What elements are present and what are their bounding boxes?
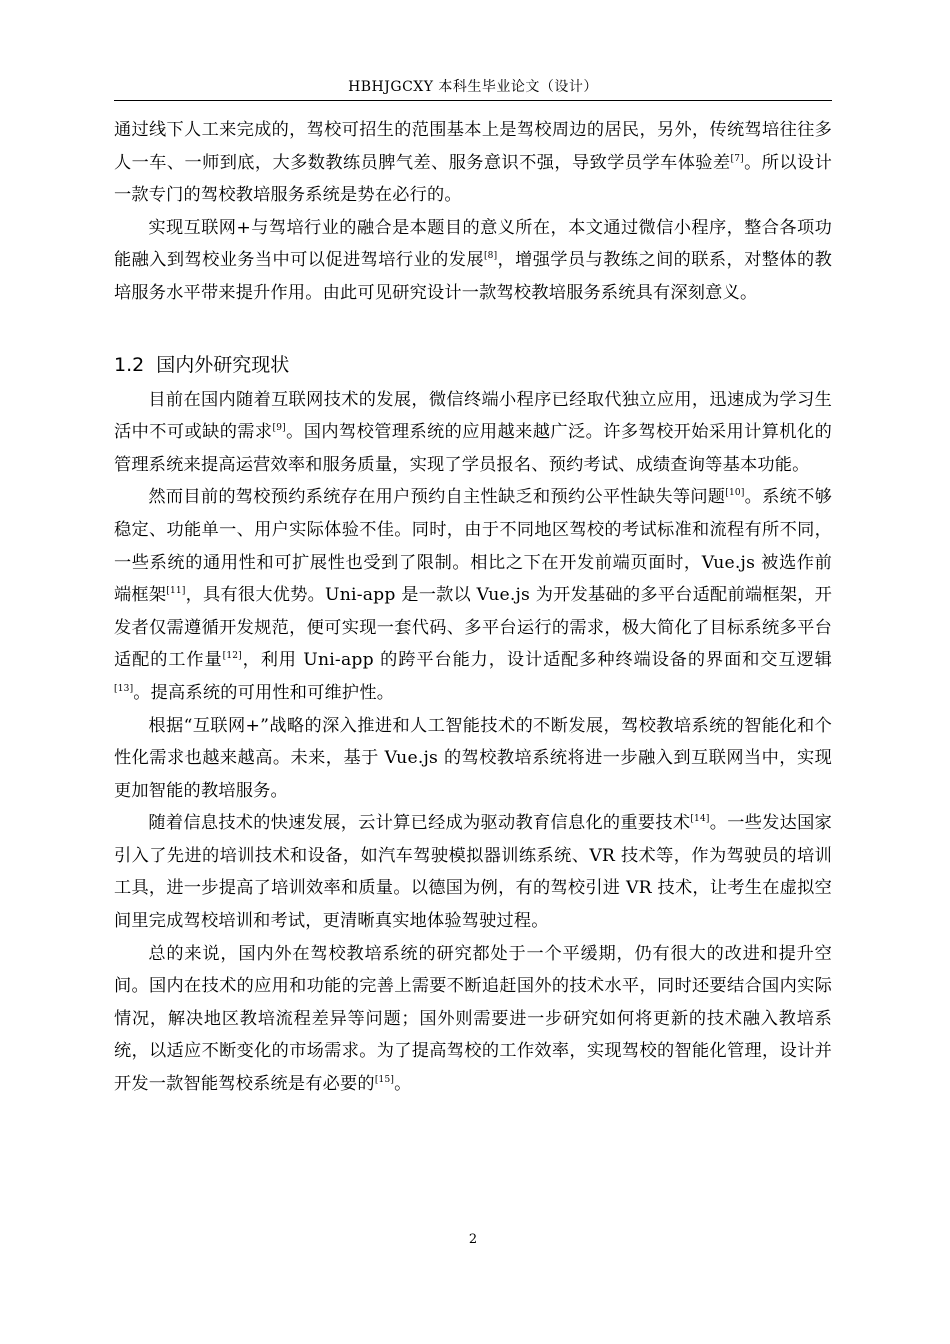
section-number: 1.2 [114,353,145,376]
paragraph-text: 通过线下人工来完成的，驾校可招生的范围基本上是驾校周边的居民，另外，传统驾培往往多人一车、一师到底，大多数教练员脾气差、服务意识不强，导致学员学车体验差 [114,120,832,173]
paragraph-text: ，增强学员与教练之间的联系，对整体的教培服务水平带来提升作用。由此可见研究设计一款驾校教培服务系统具有深刻意义。 [114,250,832,303]
paragraph-text: 。国内驾校管理系统的应用越来越广泛。许多驾校开始采用计算机化的管理系统来提高运营效率和服务质量，实现了学员报名、预约考试、成绩查询等基本功能。 [114,422,832,475]
citation-marker: [8] [483,251,498,262]
page-body [114,114,832,1101]
paragraph-text: 。所以设计一款专门的驾校教培服务系统是势在必行的。 [114,152,832,206]
section-title: 国内外研究现状 [156,353,290,376]
paragraph-text: 实现互联网+与驾培行业的融合是本题目的意义所在，本文通过微信小程序，整合各项功能融入到驾校业务当中可以促进驾培行业的发展 [114,217,832,271]
body-paragraph [114,807,832,937]
body-paragraph [114,938,832,1101]
citation-marker: [12] [222,651,242,662]
body-paragraph [114,114,832,212]
header-divider [114,100,832,101]
paragraph-text: 。 [394,1074,412,1095]
paragraph-text: ，利用 Uni-app 的跨平台能力，设计适配多种终端设备的界面和交互逻辑 [241,650,832,671]
body-paragraph [114,481,832,709]
body-paragraph [114,384,832,482]
citation-marker: [9] [272,423,286,434]
citation-marker: [15] [374,1075,395,1086]
citation-marker: [11] [166,586,186,597]
citation-marker: [13] [114,683,134,694]
paragraph-text: 随着信息技术的快速发展，云计算已经成为驱动教育信息化的重要技术 [148,813,691,834]
page-header: HBHJGCXY 本科生毕业论文（设计） [348,79,598,95]
paragraph-text: 。提高系统的可用性和可维护性。 [133,682,395,703]
page-number: 2 [468,1232,478,1247]
section-heading [114,352,832,378]
paragraph-text: 。系统不够稳定、功能单一、用户实际体验不佳。同时，由于不同地区驾校的考试标准和流程有所不同，一些系统的通用性和可扩展性也受到了限制。相比之下在开发前端页面时，Vue.js 被选作前端框架 [114,487,832,606]
citation-marker: [10] [725,488,745,499]
citation-marker: [7] [730,153,744,164]
paragraph-text: 总的来说，国内外在驾校教培系统的研究都处于一个平缓期，仍有很大的改进和提升空间。国内在技术的应用和功能的完善上需要不断追赶国外的技术水平，同时还要结合国内实际情况，解决地区教培流程差异等问题；国外则需要进一步研究如何将更新的技术融入教培系统，以适应不断变化的市场需求。为了提高驾校的工作效率，实现驾校的智能化管理，设计并开发一款智能驾校系统是有必要的 [114,943,832,1095]
body-paragraph [114,710,832,808]
citation-marker: [14] [690,814,710,825]
paragraph-text: 目前在国内随着互联网技术的发展，微信终端小程序已经取代独立应用，迅速成为学习生活中不可或缺的需求 [114,389,832,443]
paragraph-text: 根据“互联网+”战略的深入推进和人工智能技术的不断发展，驾校教培系统的智能化和个性化需求也越来越高。未来，基于 Vue.js 的驾校教培系统将进一步融入到互联网当中，实现更加智能的教培服务。 [114,715,832,801]
paragraph-text: 。一些发达国家引入了先进的培训技术和设备，如汽车驾驶模拟器训练系统、VR 技术等，作为驾驶员的培训工具，进一步提高了培训效率和质量。以德国为例，有的驾校引进 VR 技术，让考生在虚拟空间里完成驾校培训和考试，更清晰真实地体验驾驶过程。 [114,813,833,932]
section-paragraphs [114,384,832,1101]
body-paragraph [114,212,832,310]
intro-paragraphs [114,114,832,310]
paragraph-text: ，具有很大优势。Uni-app 是一款以 Vue.js 为开发基础的多平台适配前端框架，开发者仅需遵循开发规范，便可实现一套代码、多平台运行的需求，极大简化了目标系统多平台适配的工作量 [114,585,832,671]
paragraph-text: 然而目前的驾校预约系统存在用户预约自主性缺乏和预约公平性缺失等问题 [148,487,726,508]
